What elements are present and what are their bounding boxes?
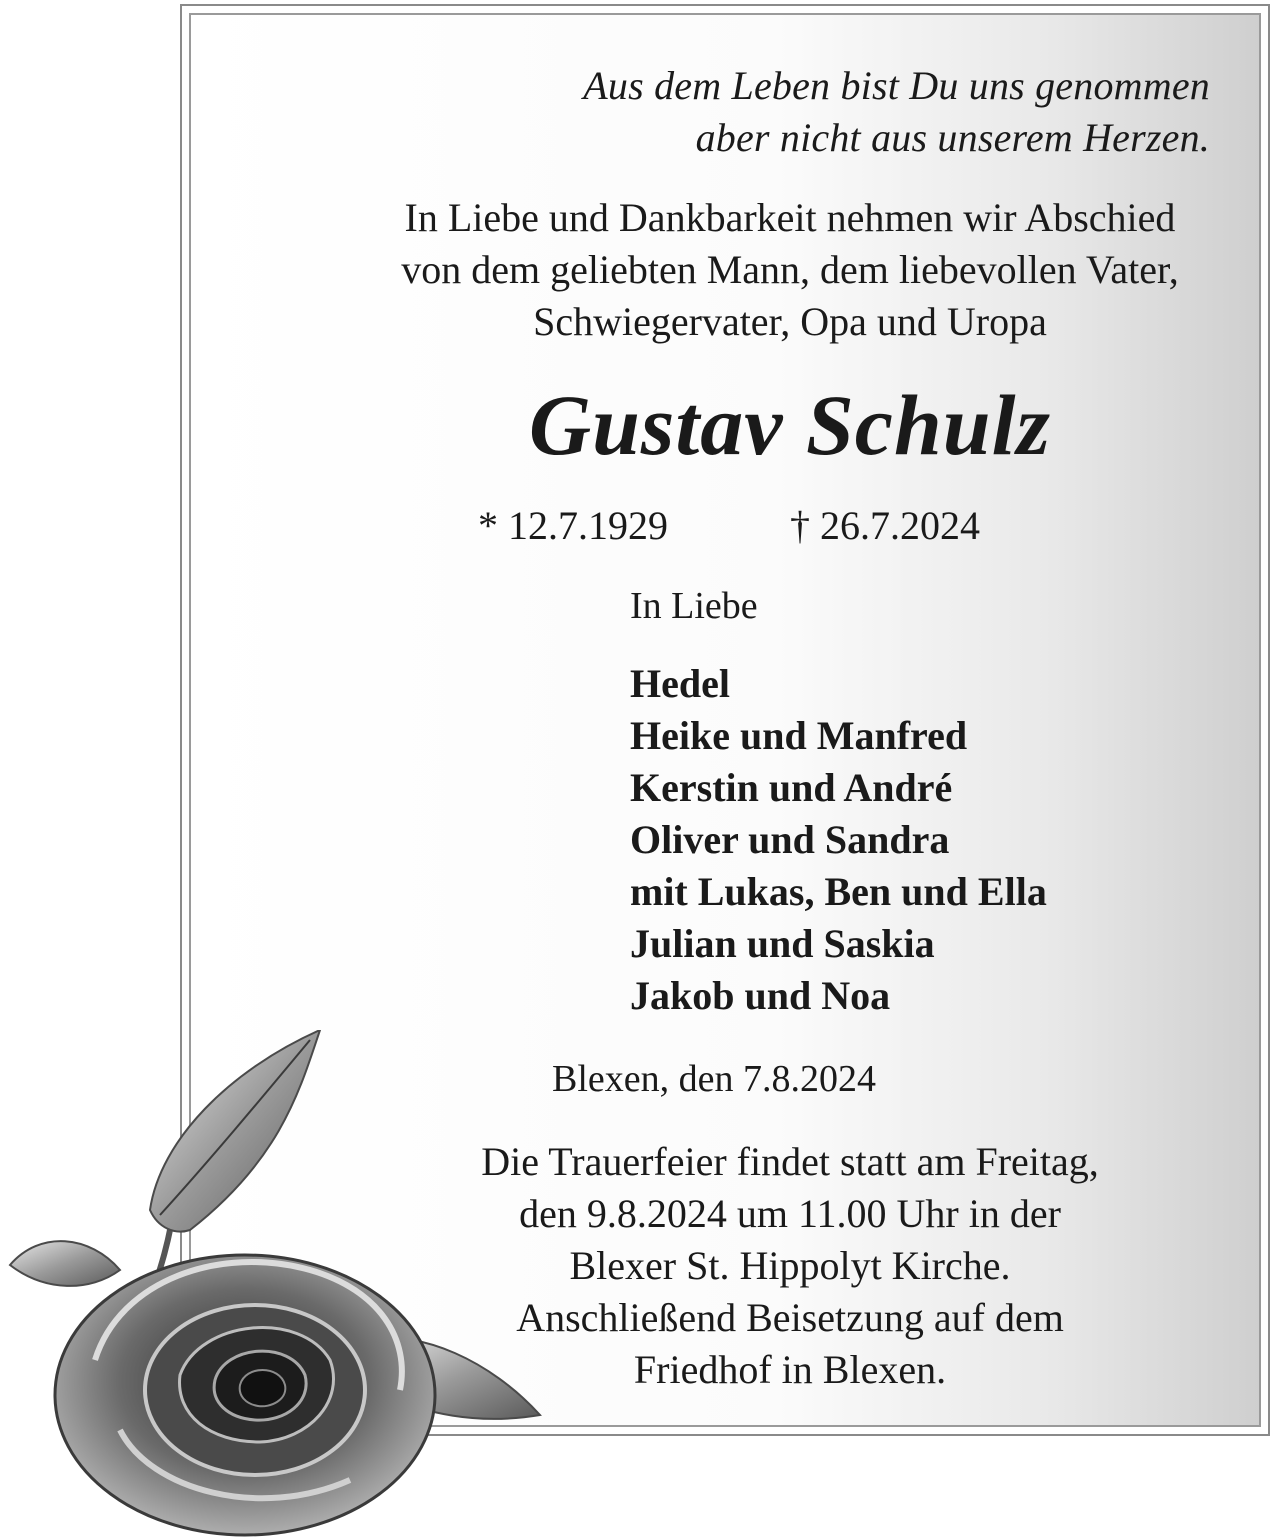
service-line-4: Anschließend Beisetzung auf dem <box>516 1295 1064 1340</box>
motto-line-2: aber nicht aus unserem Herzen. <box>695 115 1210 160</box>
service-line-1: Die Trauerfeier findet statt am Freitag, <box>481 1139 1099 1184</box>
family-member: Hedel <box>630 661 730 706</box>
intro-line-3: Schwiegervater, Opa und Uropa <box>533 299 1047 344</box>
family-intro: In Liebe <box>630 585 758 627</box>
family-member: Kerstin und André <box>630 765 953 810</box>
service-line-3: Blexer St. Hippolyt Kirche. <box>569 1243 1011 1288</box>
deceased-name: Gustav Schulz <box>529 377 1051 473</box>
family-list <box>630 658 1047 1022</box>
motto-line-1: Aus dem Leben bist Du uns genommen <box>583 63 1210 108</box>
family-member: mit Lukas, Ben und Ella <box>630 869 1047 914</box>
rose-icon <box>0 1030 560 1540</box>
service-line-2: den 9.8.2024 um 11.00 Uhr in der <box>519 1191 1061 1236</box>
place-date: Blexen, den 7.8.2024 <box>552 1058 877 1100</box>
family-member: Julian und Saskia <box>630 921 935 966</box>
service-line-5: Friedhof in Blexen. <box>633 1347 947 1392</box>
birth-date: * 12.7.1929 <box>478 503 668 548</box>
intro-line-2: von dem geliebten Mann, dem liebevollen Vater, <box>401 247 1179 292</box>
intro-line-1: In Liebe und Dankbarkeit nehmen wir Abschied <box>404 195 1176 240</box>
family-member: Heike und Manfred <box>630 713 968 758</box>
family-member: Oliver und Sandra <box>630 817 950 862</box>
family-member: Jakob und Noa <box>630 973 891 1018</box>
death-date: † 26.7.2024 <box>790 503 980 548</box>
